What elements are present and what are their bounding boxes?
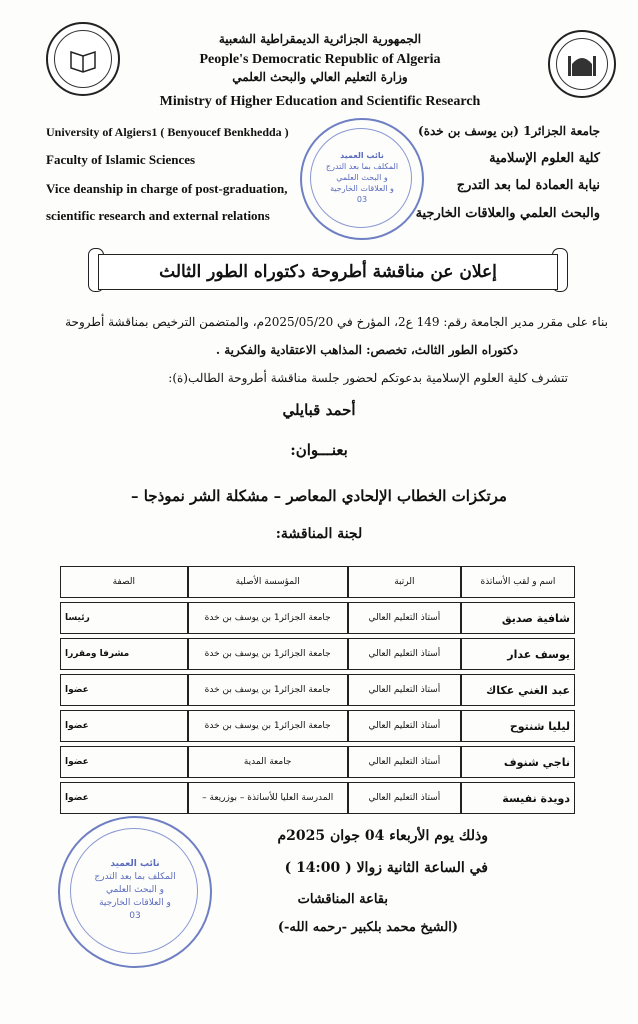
member-role: مشرفا ومقررا bbox=[60, 638, 188, 670]
member-institution: جامعة الجزائر1 بن يوسف بن خدة bbox=[188, 638, 348, 670]
member-rank: أستاذ التعليم العالي bbox=[348, 674, 461, 706]
stamp-line: نائب العميد bbox=[110, 859, 160, 869]
vice-deanship-english-1: Vice deanship in charge of post-graduation, bbox=[46, 181, 288, 196]
invitation-line: تتشرف كلية العلوم الإسلامية بدعوتكم لحضور جلسة مناقشة أطروحة الطالب(ة): bbox=[168, 371, 568, 385]
member-institution: جامعة المدية bbox=[188, 746, 348, 778]
faculty-logo bbox=[548, 30, 616, 98]
member-rank: أستاذ التعليم العالي bbox=[348, 782, 461, 814]
member-institution: جامعة الجزائر1 بن يوسف بن خدة bbox=[188, 602, 348, 634]
member-name: عبد الغني عكاك bbox=[461, 674, 575, 706]
defense-date: وذلك يوم الأربعاء 04 جوان 2025م bbox=[277, 828, 488, 844]
mosque-emblem-icon bbox=[566, 48, 598, 80]
member-role: عضوا bbox=[60, 782, 188, 814]
table-row bbox=[60, 674, 575, 706]
vice-deanship-arabic-2: والبحث العلمي والعلاقات الخارجية bbox=[415, 206, 600, 221]
title-label: بعنـــوان: bbox=[290, 441, 348, 459]
member-name: دويدة نفيسة bbox=[461, 782, 575, 814]
header-role: الصفة bbox=[60, 566, 188, 598]
ministry-arabic: وزارة التعليم العالي والبحث العلمي bbox=[232, 70, 408, 84]
vice-deanship-arabic-1: نيابة العمادة لما بعد التدرج bbox=[456, 178, 600, 193]
defense-time: في الساعة الثانية زوالا ( 14:00 ) bbox=[284, 860, 488, 876]
stamp-line: و العلاقات الخارجية bbox=[330, 184, 394, 193]
faculty-arabic: كلية العلوم الإسلامية bbox=[489, 151, 600, 166]
thesis-title: مرتكزات الخطاب الإلحادي المعاصر – مشكلة الشر نموذجا – bbox=[131, 487, 507, 505]
table-row bbox=[60, 638, 575, 670]
vice-dean-stamp-top bbox=[300, 118, 424, 240]
member-institution: جامعة الجزائر1 بن يوسف بن خدة bbox=[188, 674, 348, 706]
stamp-line: 03 bbox=[356, 195, 368, 204]
announcement-title: إعلان عن مناقشة أطروحة دكتوراه الطور الثالث bbox=[159, 262, 497, 282]
vice-dean-stamp-bottom bbox=[58, 816, 212, 968]
member-rank: أستاذ التعليم العالي bbox=[348, 710, 461, 742]
decision-line: بناء على مقرر مدير الجامعة رقم: 149 ع2، المؤرخ في 2025/05/20م، والمتضمن الترخيص بمناقشة أطروحة bbox=[65, 315, 608, 329]
member-role: رئيسا bbox=[60, 602, 188, 634]
table-header-row bbox=[60, 566, 575, 598]
book-emblem-icon bbox=[68, 44, 98, 74]
header-name: اسم و لقب الأساتذة bbox=[461, 566, 575, 598]
committee-label: لجنة المناقشة: bbox=[275, 526, 363, 542]
table-row bbox=[60, 782, 575, 814]
member-role: عضوا bbox=[60, 674, 188, 706]
university-arabic: جامعة الجزائر1 (بن يوسف بن خدة) bbox=[418, 124, 600, 138]
stamp-line: المكلف بما بعد التدرج bbox=[94, 872, 176, 882]
stamp-line: و البحث العلمي bbox=[336, 173, 388, 182]
table-row bbox=[60, 602, 575, 634]
stamp-line: و البحث العلمي bbox=[106, 885, 164, 895]
defense-hall-label: بقاعة المناقشات bbox=[297, 892, 388, 907]
title-banner bbox=[88, 246, 568, 296]
header-rank: الرتبة bbox=[348, 566, 461, 598]
stamp-line: 03 bbox=[129, 911, 141, 921]
member-rank: أستاذ التعليم العالي bbox=[348, 602, 461, 634]
member-role: عضوا bbox=[60, 710, 188, 742]
committee-table bbox=[60, 562, 575, 818]
republic-english: People's Democratic Republic of Algeria bbox=[199, 52, 441, 67]
stamp-line: نائب العميد bbox=[340, 151, 384, 160]
member-name: يوسف عدار bbox=[461, 638, 575, 670]
member-rank: أستاذ التعليم العالي bbox=[348, 638, 461, 670]
ministry-english: Ministry of Higher Education and Scientific Research bbox=[159, 94, 481, 109]
member-rank: أستاذ التعليم العالي bbox=[348, 746, 461, 778]
member-institution: جامعة الجزائر1 بن يوسف بن خدة bbox=[188, 710, 348, 742]
member-name: شافية صديق bbox=[461, 602, 575, 634]
member-role: عضوا bbox=[60, 746, 188, 778]
university-logo bbox=[46, 22, 120, 96]
stamp-line: المكلف بما بعد التدرج bbox=[325, 162, 399, 171]
student-name: أحمد قبايلي bbox=[282, 401, 356, 419]
table-row bbox=[60, 710, 575, 742]
table-row bbox=[60, 746, 575, 778]
header-institution: المؤسسة الأصلية bbox=[188, 566, 348, 598]
stamp-line: و العلاقات الخارجية bbox=[99, 898, 171, 908]
specialty-line: دكتوراه الطور الثالث، تخصص: المذاهب الاعتقادية والفكرية . bbox=[215, 343, 518, 357]
republic-arabic: الجمهورية الجزائرية الديمقراطية الشعبية bbox=[218, 32, 422, 46]
member-institution: المدرسة العليا للأساتذة – بوزريعة – bbox=[188, 782, 348, 814]
defense-hall-name: (الشيخ محمد بلكبير -رحمه الله-) bbox=[277, 920, 458, 935]
vice-deanship-english-2: scientific research and external relations bbox=[46, 208, 270, 223]
university-english: University of Algiers1 ( Benyoucef Benkhedda ) bbox=[46, 125, 289, 139]
member-name: ليليا شنتوح bbox=[461, 710, 575, 742]
member-name: ناجي شنوف bbox=[461, 746, 575, 778]
faculty-english: Faculty of Islamic Sciences bbox=[46, 152, 196, 167]
